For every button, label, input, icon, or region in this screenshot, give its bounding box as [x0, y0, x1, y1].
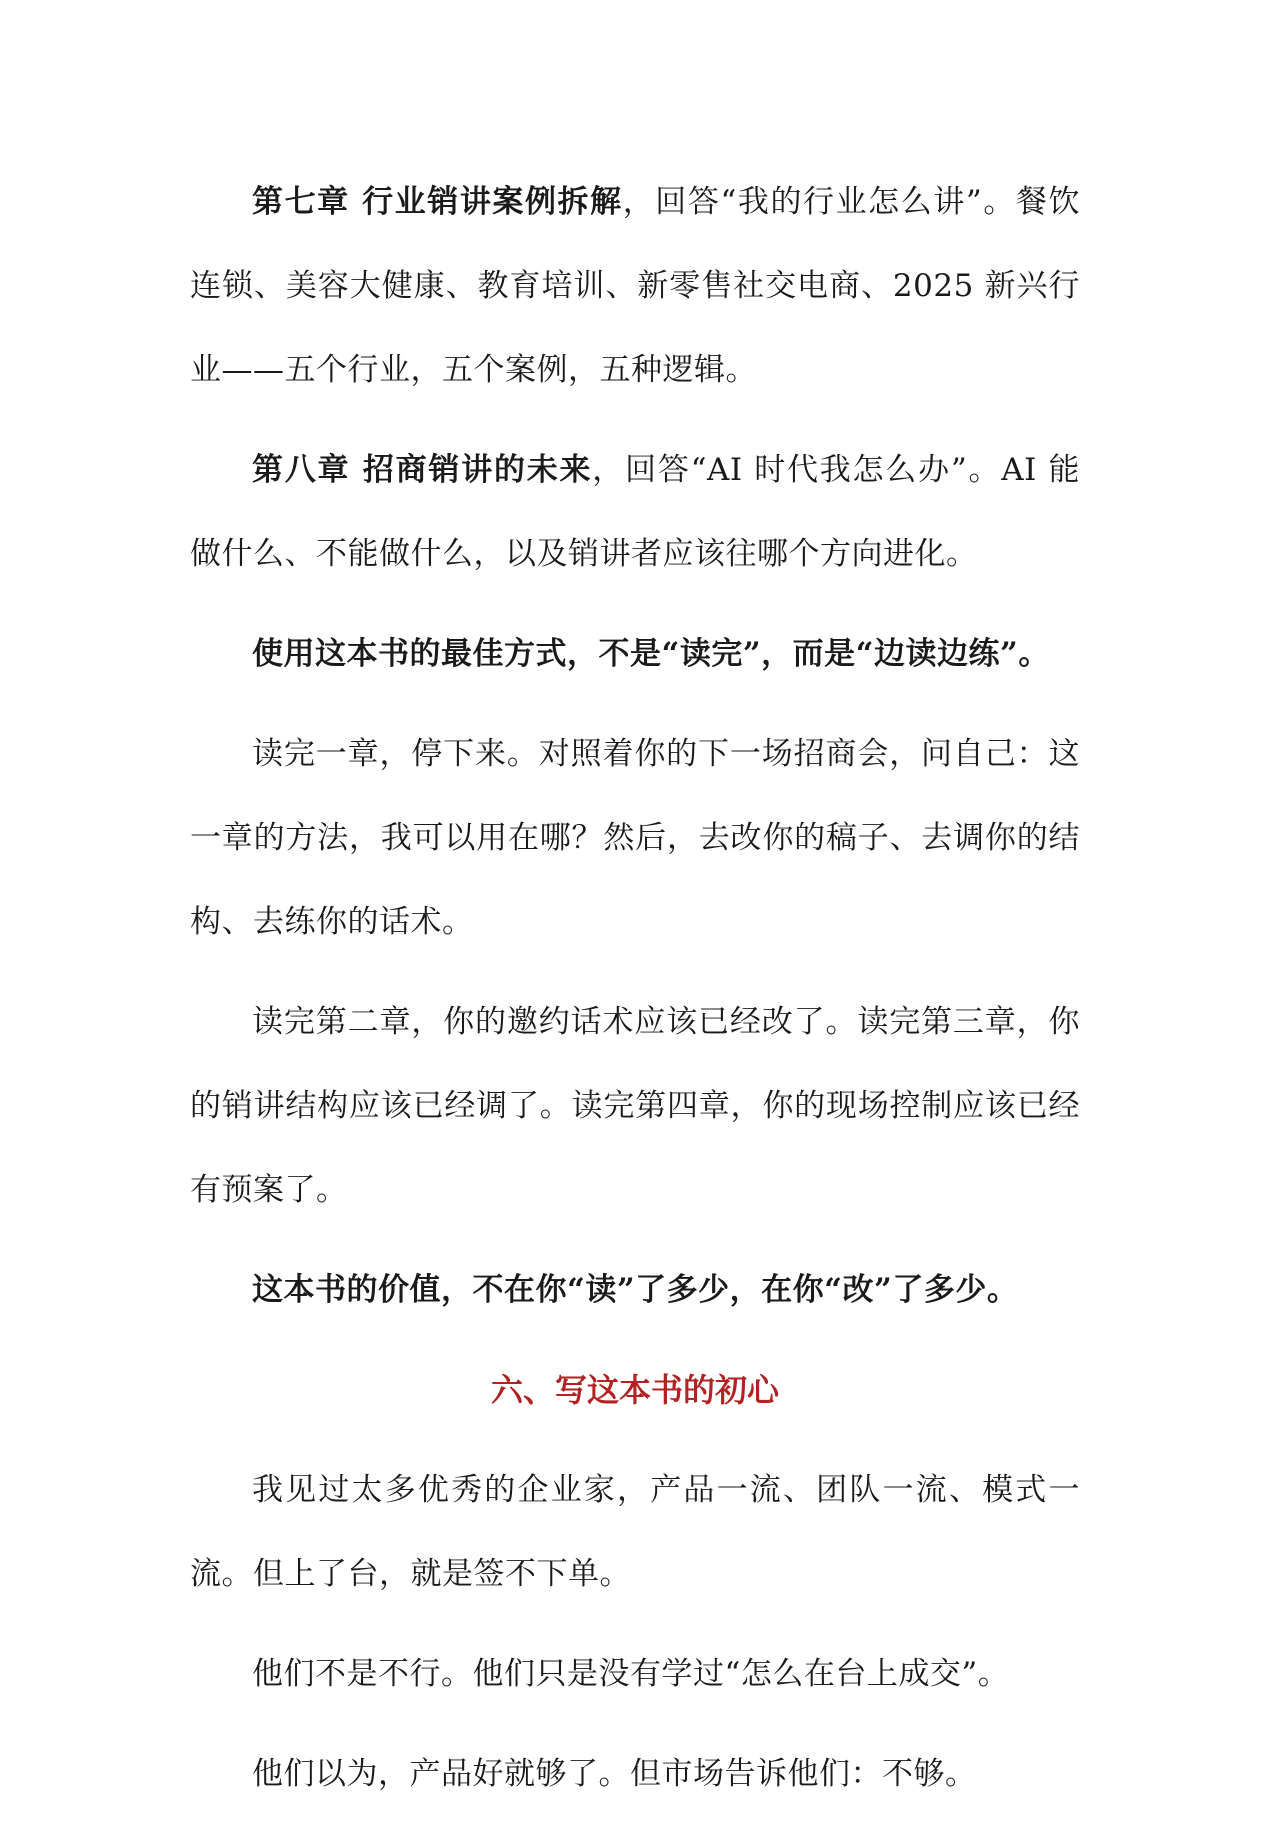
- section-heading: 六、写这本书的初心: [490, 1371, 779, 1409]
- paragraph-after-chapters: 读完第二章，你的邀约话术应该已经改了。读完第三章，你的销讲结构应该已经调了。读完第四章，你的现场控制应该已经有预案了。: [190, 1004, 1080, 1208]
- paragraph-entrepreneurs: 我见过太多优秀的企业家，产品一流、团队一流、模式一流。但上了台，就是签不下单。: [190, 1472, 1080, 1592]
- paragraph-book-value: 这本书的价值，不在你“读”了多少，在你“改”了多少。: [252, 1272, 1019, 1308]
- paragraph-best-way: 使用这本书的最佳方式，不是“读完”，而是“边读边练”。: [252, 636, 1050, 672]
- chapter-8-title: 第八章 招商销讲的未来: [252, 452, 593, 488]
- document-page: [190, 160, 1080, 1832]
- paragraph-chapter-7: [190, 160, 1080, 412]
- paragraph-not-incapable: 他们不是不行。他们只是没有学过“怎么在台上成交”。: [252, 1656, 1010, 1692]
- chapter-7-title: 第七章 行业销讲案例拆解: [252, 184, 623, 220]
- paragraph-not-enough: 他们以为，产品好就够了。但市场告诉他们：不够。: [252, 1756, 977, 1792]
- chapter-7-text: ，回答“我的行业怎么讲”。餐饮连锁、美容大健康、教育培训、新零售社交电商、2025 新兴行业——五个行业，五个案例，五种逻辑。: [190, 184, 1080, 388]
- paragraph-chapter-8: [190, 428, 1080, 596]
- chapter-8-text: ，回答“AI 时代我怎么办”。AI 能做什么、不能做什么，以及销讲者应该往哪个方向进化。: [190, 452, 1081, 572]
- paragraph-read-one-chapter: 读完一章，停下来。对照着你的下一场招商会，问自己：这一章的方法，我可以用在哪？然后，去改你的稿子、去调你的结构、去练你的话术。: [190, 736, 1080, 940]
